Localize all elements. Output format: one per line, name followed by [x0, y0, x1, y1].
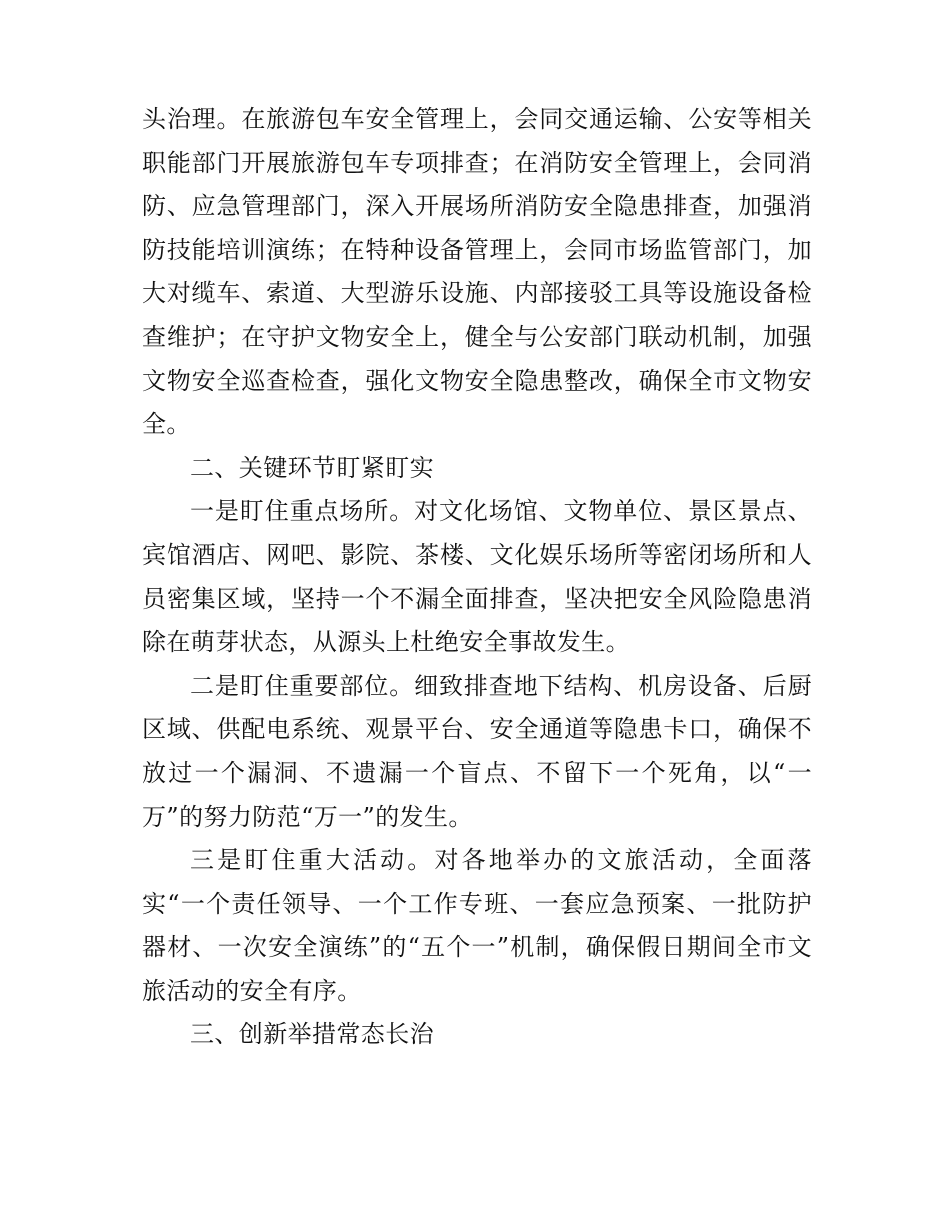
section-heading-3: 三、创新举措常态长治	[190, 1020, 434, 1049]
document-body	[142, 98, 812, 1057]
paragraph-continuation: 头治理。在旅游包车安全管理上，会同交通运输、公安等相关职能部门开展旅游包车专项排查；在消防安全管理上，会同消防、应急管理部门，深入开展场所消防安全隐患排查，加强消防技能培训演练；在特种设备管理上，会同市场监管部门，加大对缆车、索道、大型游乐设施、内部接驳工具等设施设备检查维护；在守护文物安全上，健全与公安部门联动机制，加强文物安全巡查检查，强化文物安全隐患整改，确保全市文物安全。	[142, 105, 812, 439]
paragraph-key-venues: 一是盯住重点场所。对文化场馆、文物单位、景区景点、宾馆酒店、网吧、影院、茶楼、文化娱乐场所等密闭场所和人员密集区域，坚持一个不漏全面排查，坚决把安全风险隐患消除在萌芽状态，从源头上杜绝安全事故发生。	[142, 497, 812, 657]
paragraph-key-locations: 二是盯住重要部位。细致排查地下结构、机房设备、后厨区域、供配电系统、观景平台、安全通道等隐患卡口，确保不放过一个漏洞、不遗漏一个盲点、不留下一个死角，以“一万”的努力防范“万一”的发生。	[142, 671, 812, 831]
paragraph-major-events: 三是盯住重大活动。对各地举办的文旅活动，全面落实“一个责任领导、一个工作专班、一套应急预案、一批防护器材、一次安全演练”的“五个一”机制，确保假日期间全市文旅活动的安全有序。	[142, 846, 812, 1005]
section-heading-2: 二、关键环节盯紧盯实	[190, 453, 434, 482]
